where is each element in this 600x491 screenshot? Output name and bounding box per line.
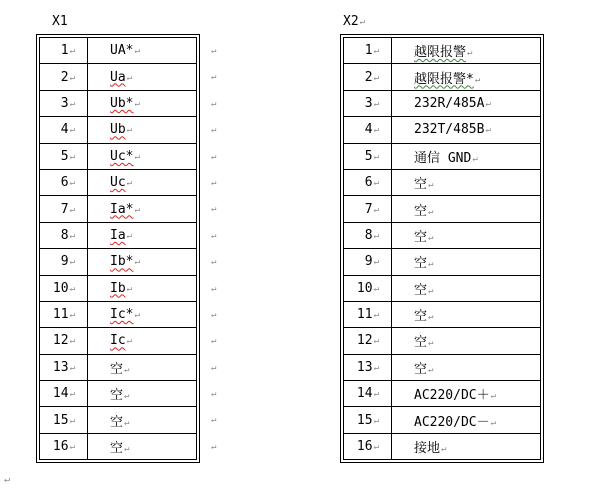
x1-pin-number-cell <box>40 90 88 116</box>
paragraph-mark-icon: ↵ <box>69 442 75 453</box>
x1-pin-number-cell <box>40 354 88 380</box>
paragraph-mark-icon: ↵ <box>428 180 434 191</box>
x1-pin-number-cell <box>40 143 88 169</box>
x1-signal-name: Ub* <box>110 95 134 111</box>
paragraph-mark-icon: ↵ <box>69 151 75 162</box>
paragraph-mark-icon: ↵ <box>124 444 130 455</box>
x2-signal-cell <box>392 196 541 222</box>
x2-pin-number: 1 <box>364 43 373 59</box>
x1-table-row <box>40 301 197 327</box>
x2-signal-cell <box>392 222 541 248</box>
x1-pin-number: 2 <box>60 69 69 85</box>
x2-pin-number: 10 <box>356 280 373 296</box>
x1-signal-name: 空 <box>110 441 124 457</box>
x1-pin-number-cell <box>40 38 88 64</box>
x2-pin-number-cell <box>344 381 392 407</box>
row-end-mark-icon: ↵ <box>211 336 217 347</box>
paragraph-mark-icon: ↵ <box>373 72 379 83</box>
x1-pin-number: 7 <box>60 201 69 217</box>
x1-signal-name: Uc <box>110 175 126 191</box>
x1-table-row <box>40 196 197 222</box>
x2-signal-cell <box>392 117 541 143</box>
x1-terminal-table <box>36 34 200 463</box>
paragraph-mark-icon: ↵ <box>373 362 379 373</box>
x1-pin-number-cell <box>40 169 88 195</box>
x2-title-text: X2 <box>343 14 359 29</box>
paragraph-mark-icon: ↵ <box>373 336 379 347</box>
paragraph-mark-icon: ↵ <box>134 151 140 162</box>
x1-table-row <box>40 117 197 143</box>
x2-table-row <box>344 143 541 169</box>
x1-pin-number: 15 <box>52 412 69 428</box>
paragraph-mark-icon: ↵ <box>69 98 75 109</box>
x1-pin-number-cell <box>40 328 88 354</box>
x2-signal-name: 232R/485A <box>414 95 485 111</box>
x1-signal-cell <box>88 249 197 275</box>
x2-signal-name: 接地 <box>414 441 441 457</box>
row-end-mark-icon: ↵ <box>211 415 217 426</box>
paragraph-mark-icon: ↵ <box>428 259 434 270</box>
x1-pin-number: 3 <box>60 95 69 111</box>
x2-table-row <box>344 381 541 407</box>
x2-pin-number: 13 <box>356 359 373 375</box>
paragraph-mark-icon: ↵ <box>373 283 379 294</box>
paragraph-mark-icon: ↵ <box>69 257 75 268</box>
x1-signal-name: Uc* <box>110 148 134 164</box>
x2-pin-number: 15 <box>356 412 373 428</box>
x2-pin-number: 8 <box>364 227 373 243</box>
paragraph-mark-icon: ↵ <box>373 46 379 57</box>
x1-title <box>52 15 68 29</box>
paragraph-mark-icon: ↵ <box>69 362 75 373</box>
x2-table-row <box>344 38 541 64</box>
x1-signal-name: Ib <box>110 280 126 296</box>
x1-table-row <box>40 433 197 459</box>
paragraph-mark-icon: ↵ <box>134 257 140 268</box>
paragraph-mark-icon: ↵ <box>69 336 75 347</box>
paragraph-mark-icon: ↵ <box>134 310 140 321</box>
paragraph-mark-icon: ↵ <box>373 257 379 268</box>
paragraph-mark-icon: ↵ <box>124 391 130 402</box>
x1-table-row <box>40 169 197 195</box>
x1-table <box>39 37 197 460</box>
x1-signal-cell <box>88 275 197 301</box>
row-end-mark-icon: ↵ <box>211 309 217 320</box>
x2-signal-cell <box>392 381 541 407</box>
x2-pin-number-cell <box>344 169 392 195</box>
x2-pin-number-cell <box>344 301 392 327</box>
paragraph-mark-icon: ↵ <box>373 151 379 162</box>
x2-pin-number: 7 <box>364 201 373 217</box>
x1-signal-name: Ub <box>110 122 126 138</box>
paragraph-mark-icon: ↵ <box>485 125 491 136</box>
paragraph-mark-icon: ↵ <box>134 46 140 57</box>
x1-table-row <box>40 354 197 380</box>
x1-signal-name: Ib* <box>110 254 134 270</box>
x2-pin-number: 9 <box>364 254 373 270</box>
x2-pin-number: 3 <box>364 95 373 111</box>
x1-signal-cell <box>88 222 197 248</box>
x2-signal-cell <box>392 275 541 301</box>
x2-pin-number-cell <box>344 407 392 433</box>
x2-signal-name: AC220/DC－ <box>414 414 490 430</box>
paragraph-mark-icon: ↵ <box>373 125 379 136</box>
x2-signal-cell <box>392 38 541 64</box>
row-end-mark-icon: ↵ <box>211 151 217 162</box>
x1-signal-name: 空 <box>110 388 124 404</box>
paragraph-mark-icon: ↵ <box>69 389 75 400</box>
x1-pin-number-cell <box>40 196 88 222</box>
x1-table-row <box>40 328 197 354</box>
x2-table-row <box>344 117 541 143</box>
x1-signal-name: Ia* <box>110 201 134 217</box>
x1-pin-number: 6 <box>60 175 69 191</box>
x2-pin-number-cell <box>344 249 392 275</box>
paragraph-mark-icon: ↵ <box>472 153 478 164</box>
paragraph-mark-icon: ↵ <box>441 444 447 455</box>
x2-signal-cell <box>392 249 541 275</box>
x1-table-row <box>40 222 197 248</box>
paragraph-mark-icon: ↵ <box>134 204 140 215</box>
paragraph-mark-icon: ↵ <box>69 415 75 426</box>
x2-signal-name: 空 <box>414 361 428 377</box>
x2-signal-name: 空 <box>414 229 428 245</box>
x1-pin-number-cell <box>40 222 88 248</box>
paragraph-mark-icon: ↵ <box>69 72 75 83</box>
x1-signal-cell <box>88 90 197 116</box>
x2-pin-number-cell <box>344 143 392 169</box>
x2-table-row <box>344 354 541 380</box>
paragraph-mark-icon: ↵ <box>428 285 434 296</box>
paragraph-mark-icon: ↵ <box>490 417 497 428</box>
x2-pin-number-cell <box>344 196 392 222</box>
paragraph-mark-icon: ↵ <box>490 391 497 402</box>
x1-signal-name: Ic <box>110 333 126 349</box>
x1-pin-number: 12 <box>52 333 69 349</box>
x1-table-row <box>40 381 197 407</box>
row-end-mark-icon: ↵ <box>211 177 217 188</box>
x1-table-row <box>40 90 197 116</box>
row-end-mark-icon: ↵ <box>211 441 217 452</box>
x2-signal-cell <box>392 301 541 327</box>
x1-signal-name: Ia <box>110 227 126 243</box>
x1-table-row <box>40 143 197 169</box>
x1-pin-number: 8 <box>60 227 69 243</box>
x2-signal-cell <box>392 407 541 433</box>
paragraph-mark-icon: ↵ <box>373 98 379 109</box>
row-end-mark-icon: ↵ <box>211 46 217 56</box>
paragraph-mark-icon: ↵ <box>474 74 481 85</box>
x1-pin-number: 11 <box>52 307 69 323</box>
x1-signal-cell <box>88 328 197 354</box>
x2-pin-number-cell <box>344 275 392 301</box>
paragraph-mark-icon: ↵ <box>373 204 379 215</box>
paragraph-mark-icon: ↵ <box>373 230 379 241</box>
paragraph-mark-icon: ↵ <box>126 336 133 347</box>
x1-pin-number-cell <box>40 249 88 275</box>
x2-signal-name: 232T/485B <box>414 122 485 138</box>
x1-table-row <box>40 275 197 301</box>
x2-pin-number-cell <box>344 117 392 143</box>
x1-pin-number: 16 <box>52 439 69 455</box>
x2-table-row <box>344 249 541 275</box>
x2-terminal-table <box>340 34 544 463</box>
x1-pin-number-cell <box>40 64 88 90</box>
x1-signal-cell <box>88 143 197 169</box>
paragraph-mark-icon: ↵ <box>69 283 75 294</box>
x2-signal-name: 空 <box>414 309 428 325</box>
x2-pin-number-cell <box>344 354 392 380</box>
x1-pin-number-cell <box>40 433 88 459</box>
paragraph-mark-icon: ↵ <box>69 46 75 57</box>
row-end-mark-icon: ↵ <box>211 204 217 215</box>
paragraph-mark-icon: ↵ <box>428 206 434 217</box>
x2-pin-number-cell <box>344 328 392 354</box>
row-end-mark-icon: ↵ <box>211 125 217 136</box>
x2-signal-cell <box>392 328 541 354</box>
x2-signal-name: 空 <box>414 282 428 298</box>
row-end-mark-icon: ↵ <box>211 389 217 400</box>
x2-table-row <box>344 328 541 354</box>
x2-pin-number: 12 <box>356 333 373 349</box>
x2-title <box>343 15 365 29</box>
paragraph-mark-icon: ↵ <box>373 389 379 400</box>
x1-signal-cell <box>88 381 197 407</box>
row-end-mark-icon: ↵ <box>211 98 217 109</box>
paragraph-mark-icon: ↵ <box>428 232 434 243</box>
x1-pin-number-cell <box>40 117 88 143</box>
paragraph-mark-icon: ↵ <box>467 48 473 59</box>
paragraph-mark-icon: ↵ <box>124 364 130 375</box>
paragraph-mark-icon: ↵ <box>373 442 379 453</box>
x1-pin-number: 14 <box>52 386 69 402</box>
x1-signal-cell <box>88 301 197 327</box>
paragraph-mark-icon: ↵ <box>126 125 133 136</box>
x2-pin-number-cell <box>344 64 392 90</box>
x2-pin-number: 11 <box>356 307 373 323</box>
x1-pin-number: 10 <box>52 280 69 296</box>
x2-signal-name: 越限报警 <box>414 45 467 61</box>
paragraph-mark-icon: ↵ <box>69 230 75 241</box>
paragraph-mark-icon: ↵ <box>373 178 379 189</box>
x1-pin-number: 1 <box>60 43 69 59</box>
paragraph-mark-icon: ↵ <box>428 338 434 349</box>
x2-table <box>343 37 541 460</box>
x2-signal-name: 空 <box>414 335 428 351</box>
x1-signal-name: 空 <box>110 414 124 430</box>
x2-table-row <box>344 407 541 433</box>
x2-signal-cell <box>392 143 541 169</box>
x1-pin-number-cell <box>40 275 88 301</box>
paragraph-mark-icon: ↵ <box>126 283 133 294</box>
x1-signal-cell <box>88 433 197 459</box>
x2-signal-cell <box>392 354 541 380</box>
x2-table-row <box>344 169 541 195</box>
row-end-mark-icon: ↵ <box>211 283 217 294</box>
x1-pin-number: 9 <box>60 254 69 270</box>
x2-signal-name: 通信 GND <box>414 150 472 166</box>
x2-signal-cell <box>392 169 541 195</box>
row-end-mark-icon: ↵ <box>211 362 217 373</box>
paragraph-mark-icon: ↵ <box>359 17 366 27</box>
x2-pin-number-cell <box>344 433 392 459</box>
x2-pin-number-cell <box>344 90 392 116</box>
x2-table-row <box>344 301 541 327</box>
x1-signal-cell <box>88 407 197 433</box>
paragraph-mark-icon: ↵ <box>373 310 379 321</box>
x1-signal-cell <box>88 354 197 380</box>
x2-signal-cell <box>392 433 541 459</box>
x1-table-row <box>40 407 197 433</box>
x2-table-body <box>344 38 541 460</box>
paragraph-mark-icon: ↵ <box>69 178 75 189</box>
row-end-mark-icon: ↵ <box>211 230 217 241</box>
x2-pin-number: 2 <box>364 69 373 85</box>
x2-pin-number-cell <box>344 222 392 248</box>
x2-pin-number: 14 <box>356 386 373 402</box>
x1-pin-number-cell <box>40 301 88 327</box>
x1-table-row <box>40 249 197 275</box>
paragraph-mark-icon: ↵ <box>428 312 434 323</box>
x1-table-row <box>40 64 197 90</box>
x1-signal-name: 空 <box>110 361 124 377</box>
paragraph-mark-icon: ↵ <box>134 98 140 109</box>
x1-pin-number: 5 <box>60 148 69 164</box>
x1-pin-number: 4 <box>60 122 69 138</box>
x2-table-row <box>344 196 541 222</box>
x2-pin-number: 6 <box>364 175 373 191</box>
paragraph-mark-icon: ↵ <box>69 204 75 215</box>
x1-signal-name: UA* <box>110 43 134 59</box>
row-end-mark-icon: ↵ <box>211 72 217 83</box>
x1-signal-cell <box>88 64 197 90</box>
x1-pin-number: 13 <box>52 359 69 375</box>
x1-title-text: X1 <box>52 14 68 29</box>
x2-table-row <box>344 433 541 459</box>
x2-pin-number-cell <box>344 38 392 64</box>
x2-signal-name: 空 <box>414 203 428 219</box>
x1-table-body <box>40 38 197 460</box>
document-end-mark: ↵ <box>4 474 11 485</box>
x1-signal-name: Ic* <box>110 307 134 323</box>
x2-signal-cell <box>392 64 541 90</box>
paragraph-mark-icon: ↵ <box>373 415 379 426</box>
x2-signal-cell <box>392 90 541 116</box>
x2-table-row <box>344 90 541 116</box>
x1-table-row <box>40 38 197 64</box>
paragraph-mark-icon: ↵ <box>69 310 75 321</box>
paragraph-mark-icon: ↵ <box>485 98 491 109</box>
x2-table-row <box>344 222 541 248</box>
paragraph-mark-icon: ↵ <box>126 230 133 241</box>
x1-signal-cell <box>88 196 197 222</box>
paragraph-mark-icon: ↵ <box>428 364 434 375</box>
x1-signal-cell <box>88 169 197 195</box>
paragraph-mark-icon: ↵ <box>126 72 133 83</box>
x1-pin-number-cell <box>40 381 88 407</box>
paragraph-mark-icon: ↵ <box>126 178 133 189</box>
paragraph-mark-icon: ↵ <box>124 417 130 428</box>
x1-row-end-marks <box>211 38 216 460</box>
x1-signal-cell <box>88 117 197 143</box>
x2-pin-number: 16 <box>356 439 373 455</box>
x1-signal-cell <box>88 38 197 64</box>
x2-pin-number: 4 <box>364 122 373 138</box>
x2-pin-number: 5 <box>364 148 373 164</box>
x2-signal-name: 空 <box>414 177 428 193</box>
x2-signal-name: 空 <box>414 256 428 272</box>
x2-table-row <box>344 64 541 90</box>
x2-table-row <box>344 275 541 301</box>
row-end-mark-icon: ↵ <box>211 257 217 268</box>
x2-signal-name: AC220/DC＋ <box>414 388 490 404</box>
paragraph-mark-icon: ↵ <box>69 125 75 136</box>
x1-pin-number-cell <box>40 407 88 433</box>
x1-signal-name: Ua <box>110 69 126 85</box>
x2-signal-name: 越限报警* <box>414 71 474 87</box>
